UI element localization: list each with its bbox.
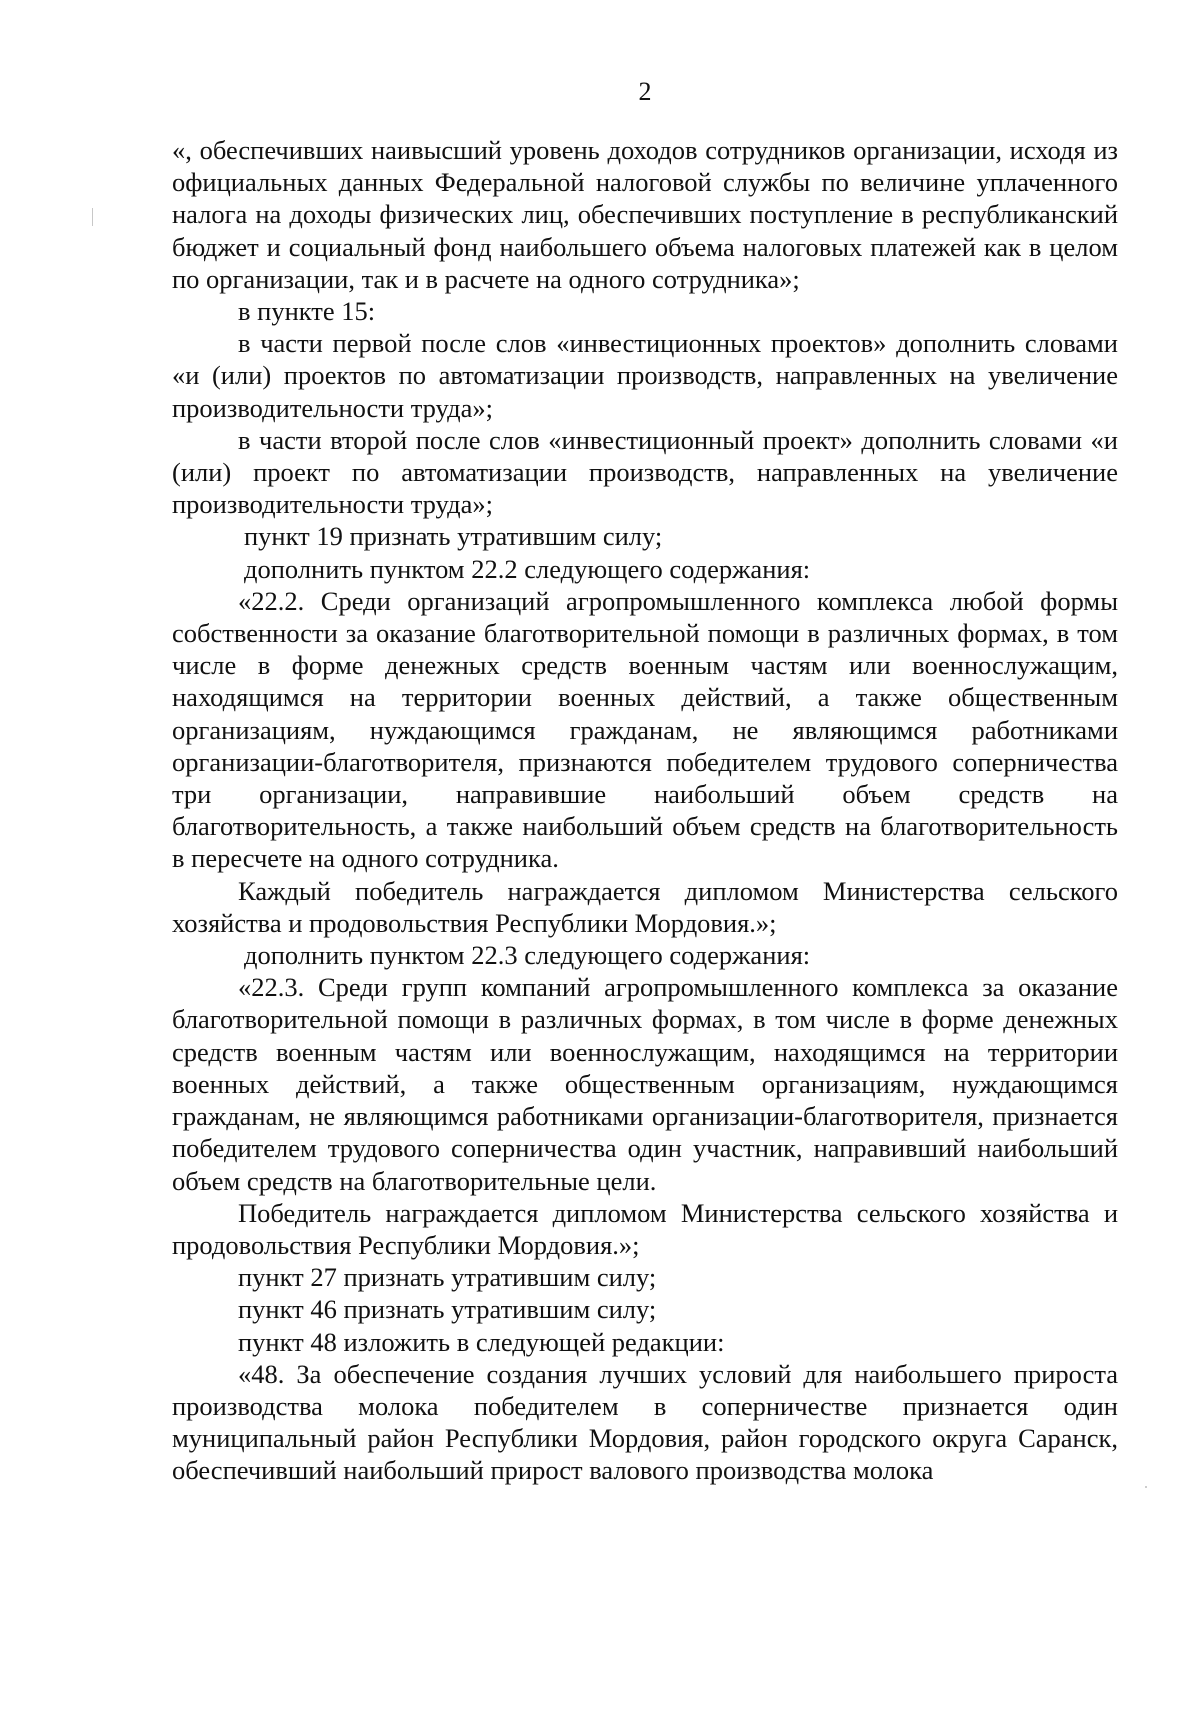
paragraph: Победитель награждается дипломом Министерства сельского хозяйства и продовольствия Республики Мордовия.»; bbox=[172, 1197, 1118, 1260]
paragraph: «, обеспечивших наивысший уровень доходов сотрудников организации, исходя из официальных данных Федеральной налоговой службы по величине уплаченного налога на доходы физических лиц, обеспечивших поступление в республиканский бюджет и социальный фонд наибольшего объема налоговых платежей как в целом по организации, так и в расчете на одного сотрудника»; bbox=[172, 135, 1118, 294]
paragraph: «22.3. Среди групп компаний агропромышленного комплекса за оказание благотворительной помощи в различных формах, в том числе в форме денежных средств военным частям или военнослужащим, находящимся на территории военных действий, а также общественным организациям, нуждающимся гражданам, не являющимся работниками организации-благотворителя, признается победителем трудового соперничества один участник, направивший наибольший объем средств на благотворительные цели. bbox=[172, 972, 1118, 1196]
scan-artifact bbox=[1145, 1486, 1147, 1488]
scan-artifact bbox=[92, 208, 93, 226]
paragraph: пункт 19 признать утратившим силу; bbox=[244, 521, 663, 552]
paragraph: пункт 46 признать утратившим силу; bbox=[238, 1294, 657, 1325]
paragraph: Каждый победитель награждается дипломом Министерства сельского хозяйства и продовольствия Республики Мордовия.»; bbox=[172, 875, 1118, 938]
paragraph: пункт 27 признать утратившим силу; bbox=[238, 1262, 657, 1293]
paragraph: дополнить пунктом 22.2 следующего содержания: bbox=[244, 553, 811, 584]
paragraph: «22.2. Среди организаций агропромышленного комплекса любой формы собственности за оказание благотворительной помощи в различных формах, в том числе в форме денежных средств военным частям или военнослужащим, находящимся на территории военных действий, а также общественным организациям, нуждающимся гражданам, не являющимся работниками организации-благотворителя, признаются победителем трудового соперничества три организации, направившие наибольший объем средств на благотворительность, а также наибольший объем средств на благотворительность в пересчете на одного сотрудника. bbox=[172, 585, 1118, 874]
paragraph: в части второй после слов «инвестиционный проект» дополнить словами «и (или) проект по автоматизации производств, направленных на увеличение производительности труда»; bbox=[172, 424, 1118, 520]
paragraph: в части первой после слов «инвестиционных проектов» дополнить словами «и (или) проектов по автоматизации производств, направленных на увеличение производительности труда»; bbox=[172, 328, 1118, 423]
paragraph: пункт 48 изложить в следующей редакции: bbox=[238, 1326, 725, 1357]
paragraph: «48. За обеспечение создания лучших условий для наибольшего прироста производства молока победителем в соперничестве признается один муниципальный район Республики Мордовия, район городского округа Саранск, обеспечивший наибольший прирост валового производства молока bbox=[172, 1358, 1118, 1486]
document-body bbox=[172, 134, 1118, 1487]
paragraph: дополнить пунктом 22.3 следующего содержания: bbox=[244, 940, 811, 971]
page-number: 2 bbox=[638, 77, 652, 106]
paragraph: в пункте 15: bbox=[238, 296, 376, 327]
